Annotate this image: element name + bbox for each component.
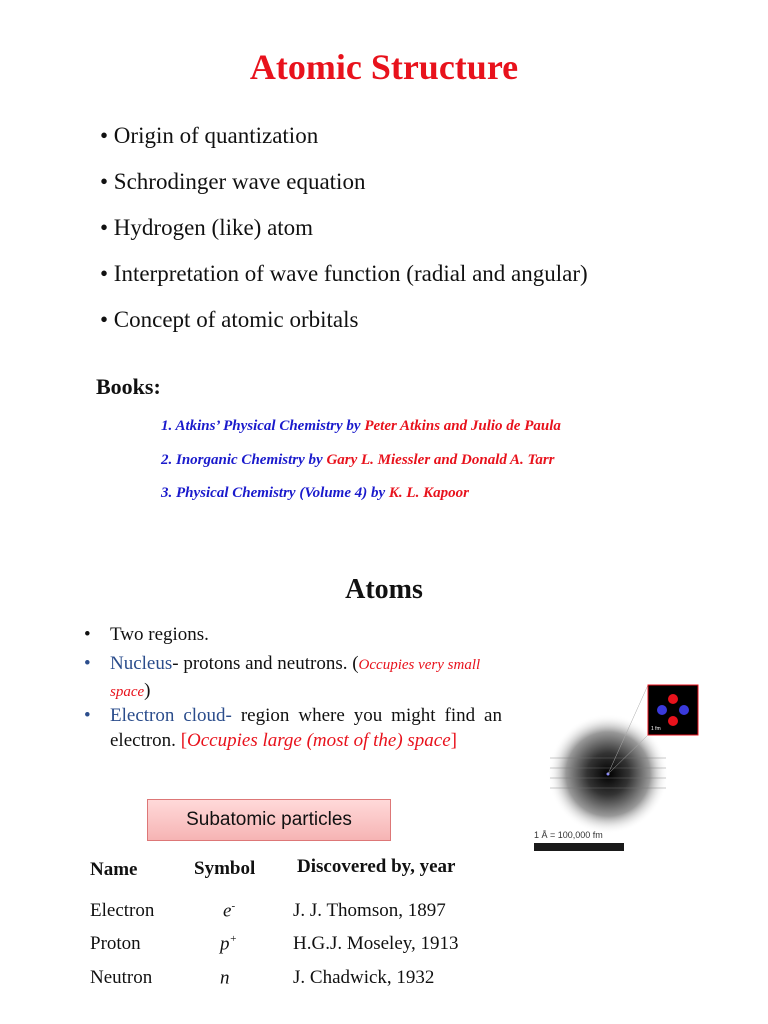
atoms-item-text: region where you might find an electron. [110, 705, 502, 751]
inset-scale-label: 1 fm [651, 726, 661, 732]
particle-discoverer: J. Chadwick, 1932 [293, 967, 435, 988]
book-author: Gary L. Miessler and Donald A. Tarr [326, 452, 555, 468]
table-header-discovered: Discovered by, year [297, 856, 456, 877]
book-author: Peter Atkins and Julio de Paula [364, 418, 561, 434]
particle-discoverer: H.G.J. Moseley, 1913 [293, 933, 459, 954]
book-item [161, 418, 561, 435]
bullet-icon: • [84, 653, 91, 674]
book-item [161, 452, 555, 469]
bullet-icon: • [84, 705, 91, 726]
atoms-item-text: Two regions. [110, 624, 209, 645]
nucleus-term: Nucleus [110, 653, 173, 674]
book-title: 2. Inorganic Chemistry by [161, 452, 327, 468]
atoms-item-text: - protons and neutrons. ( [172, 653, 359, 674]
book-title: 1. Atkins’ Physical Chemistry by [161, 418, 365, 434]
scale-label: 1 Å = 100,000 fm [534, 830, 603, 840]
atoms-bullet-item [84, 622, 502, 647]
table-header-symbol: Symbol [194, 858, 256, 879]
electron-cloud-note: Occupies large (most of the) space [187, 730, 451, 751]
atoms-item-text: ) [144, 680, 151, 701]
proton-icon [668, 694, 678, 704]
topic-item: • Interpretation of wave function (radial and angular) [100, 261, 588, 286]
subatomic-particles-box: Subatomic particles [147, 799, 391, 841]
particle-name: Electron [90, 900, 155, 921]
book-title: 3. Physical Chemistry (Volume 4) by [161, 485, 389, 501]
bracket-close: ] [450, 730, 457, 751]
particle-symbol: n [220, 967, 230, 989]
book-author: K. L. Kapoor [388, 485, 469, 501]
scale-bar [534, 843, 624, 851]
electron-cloud-term: Electron cloud- [110, 705, 232, 726]
nucleus-note: Occupies very small space [110, 657, 481, 700]
particle-symbol: e- [223, 900, 236, 922]
topic-item: • Schrodinger wave equation [100, 169, 366, 194]
proton-icon [668, 716, 678, 726]
atoms-bullet-item [84, 651, 502, 705]
atoms-bullet-item [84, 703, 502, 753]
bullet-icon: • [84, 624, 91, 645]
topic-item: • Hydrogen (like) atom [100, 215, 314, 240]
particle-discoverer: J. J. Thomson, 1897 [293, 900, 446, 921]
neutron-icon [679, 705, 689, 715]
book-item [161, 485, 469, 502]
particle-name: Neutron [90, 967, 153, 988]
books-heading: Books: [96, 374, 161, 399]
table-header-name: Name [90, 859, 138, 880]
page-title: Atomic Structure [249, 47, 519, 87]
particle-name: Proton [90, 933, 141, 954]
atoms-heading: Atoms [345, 574, 423, 605]
topic-item: • Concept of atomic orbitals [100, 307, 359, 332]
particle-symbol: p+ [220, 933, 237, 955]
neutron-icon [657, 705, 667, 715]
topic-item: • Origin of quantization [100, 123, 319, 148]
bracket-open: [ [180, 730, 188, 751]
